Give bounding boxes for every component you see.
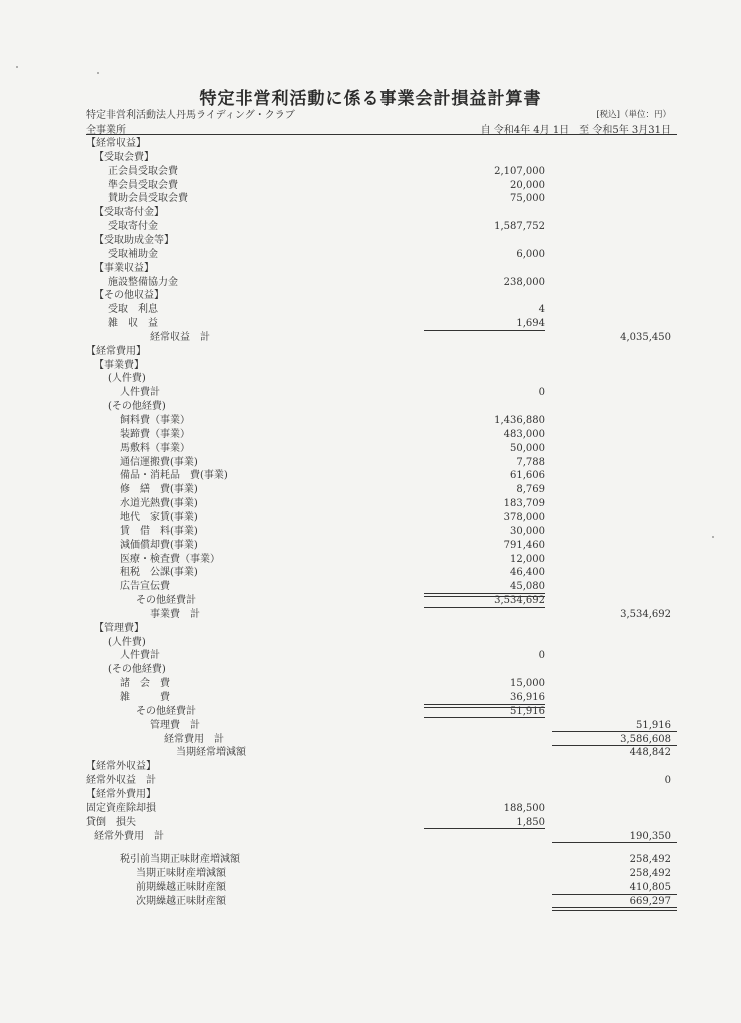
row-label: 次期繰越正味財産額: [136, 895, 226, 907]
row-amount: 0: [538, 650, 545, 662]
row-amount: 61,606: [510, 470, 545, 482]
row-label: 管理費 計: [150, 719, 200, 731]
scan-speck: [97, 72, 99, 74]
double-rule: [424, 593, 545, 597]
row-total: 448,842: [629, 747, 671, 759]
statement-row: [0, 553, 741, 566]
row-amount: 36,916: [510, 692, 545, 703]
row-total: 410,805: [629, 882, 671, 893]
row-amount: 7,788: [516, 456, 545, 468]
statement-row: [0, 881, 741, 894]
sum-rule: [424, 607, 545, 608]
statement-row: [0, 137, 741, 150]
statement-row: [0, 608, 741, 621]
statement-row: [0, 705, 741, 718]
row-label: 当期正味財産増減額: [136, 868, 226, 880]
row-label: (その他経費): [108, 401, 166, 413]
statement-title: 特定非営利活動に係る事業会計損益計算書: [199, 89, 542, 109]
statement-row: [0, 733, 741, 746]
statement-row: [0, 179, 741, 192]
sum-rule: [552, 894, 677, 895]
row-label: 受取 利息: [108, 304, 158, 316]
header-rule: [86, 134, 677, 135]
row-label: 【経常収益】: [86, 138, 146, 149]
row-label: 諸 会 費: [120, 678, 170, 690]
row-amount: 1,587,752: [494, 221, 545, 233]
statement-row: [0, 853, 741, 866]
statement-row: [0, 802, 741, 815]
organization-name: 特定非営利活動法人丹馬ライディング・クラブ: [86, 110, 295, 121]
row-amount: 238,000: [503, 276, 545, 288]
row-label: 雑 収 益: [108, 318, 158, 329]
row-total: 51,916: [636, 719, 671, 731]
row-label: その他経費計: [136, 705, 196, 717]
statement-row: [0, 580, 741, 593]
row-amount: 1,694: [516, 318, 545, 329]
statement-row: [0, 525, 741, 538]
statement-row: [0, 895, 741, 908]
statement-row: [0, 234, 741, 247]
row-total: 3,534,692: [620, 608, 671, 620]
row-label: 【事業収益】: [94, 262, 154, 274]
statement-row: [0, 830, 741, 843]
statement-row: [0, 400, 741, 413]
row-amount: 46,400: [510, 567, 545, 579]
statement-row: [0, 372, 741, 385]
row-amount: 45,080: [510, 581, 545, 593]
statement-row: [0, 774, 741, 787]
statement-row: [0, 442, 741, 455]
tax-unit-note: [税込]（単位：円）: [596, 110, 671, 120]
row-label: 人件費計: [120, 387, 160, 399]
scan-speck: [712, 536, 714, 538]
row-label: 備品・消耗品 費(事業): [120, 470, 228, 482]
statement-row: [0, 469, 741, 482]
row-label: その他経費計: [136, 595, 196, 606]
statement-row: [0, 386, 741, 399]
row-total: 0: [664, 775, 671, 787]
statement-row: [0, 649, 741, 662]
statement-row: [0, 677, 741, 690]
row-label: 経常外収益 計: [86, 775, 156, 787]
row-total: 258,492: [629, 868, 671, 880]
row-label: 準会員受取会費: [108, 179, 178, 191]
statement-row: [0, 788, 741, 801]
row-amount: 1,436,880: [494, 415, 545, 426]
row-label: 経常収益 計: [150, 331, 210, 343]
sum-rule: [552, 745, 677, 746]
statement-row: [0, 303, 741, 316]
row-total: 190,350: [629, 830, 671, 842]
row-label: (人件費): [108, 636, 146, 648]
row-amount: 20,000: [510, 179, 545, 191]
row-label: 当期経常増減額: [176, 747, 246, 759]
row-label: 【経常外収益】: [86, 761, 156, 773]
row-label: 飼料費（事業）: [120, 415, 190, 426]
row-label: 装蹄費（事業）: [120, 428, 190, 440]
statement-row: [0, 206, 741, 219]
row-label: (その他経費): [108, 664, 166, 676]
row-amount: 50,000: [510, 442, 545, 454]
row-label: 通信運搬費(事業): [120, 456, 198, 468]
row-amount: 51,916: [510, 705, 545, 717]
statement-row: [0, 248, 741, 261]
row-label: 馬敷料（事業）: [120, 442, 190, 454]
sum-rule: [552, 731, 677, 732]
row-amount: 483,000: [503, 428, 545, 440]
row-amount: 8,769: [516, 484, 545, 496]
row-amount: 6,000: [516, 248, 545, 260]
row-amount: 30,000: [510, 525, 545, 537]
row-label: 【経常費用】: [86, 345, 146, 357]
row-label: 雑 費: [120, 692, 170, 703]
row-label: 広告宣伝費: [120, 581, 170, 593]
row-amount: 3,534,692: [494, 595, 545, 606]
row-label: 固定資産除却損: [86, 802, 156, 814]
row-label: 正会員受取会費: [108, 165, 178, 177]
row-total: 669,297: [629, 895, 671, 907]
row-amount: 378,000: [503, 511, 545, 523]
row-amount: 15,000: [510, 678, 545, 690]
row-amount: 791,460: [503, 539, 545, 551]
statement-row: [0, 317, 741, 330]
row-label: 【受取助成金等】: [94, 234, 174, 246]
double-rule: [552, 907, 677, 911]
row-label: 経常外費用 計: [94, 830, 164, 842]
statement-row: [0, 165, 741, 178]
scope-label: 全事業所: [86, 125, 126, 136]
statement-row: [0, 414, 741, 427]
statement-row: [0, 331, 741, 344]
statement-row: [0, 760, 741, 773]
row-label: 租税 公課(事業): [120, 567, 198, 579]
row-amount: 12,000: [510, 553, 545, 565]
row-amount: 4: [538, 304, 545, 316]
row-label: 【受取寄付金】: [94, 207, 164, 219]
statement-row: [0, 359, 741, 372]
row-label: 人件費計: [120, 650, 160, 662]
row-label: 【その他収益】: [94, 290, 164, 302]
statement-row: [0, 151, 741, 164]
sum-rule: [424, 330, 545, 331]
row-label: 事業費 計: [150, 608, 200, 620]
row-amount: 0: [538, 387, 545, 399]
row-total: 258,492: [629, 854, 671, 866]
row-label: 減価償却費(事業): [120, 539, 198, 551]
row-label: 経常費用 計: [164, 733, 224, 745]
statement-row: [0, 663, 741, 676]
sum-rule: [424, 828, 545, 829]
row-label: 受取補助金: [108, 248, 158, 260]
row-total: 3,586,608: [620, 733, 671, 745]
statement-row: [0, 511, 741, 524]
double-rule: [424, 704, 545, 708]
row-label: 受取寄付金: [108, 221, 158, 233]
row-amount: 2,107,000: [494, 165, 545, 177]
statement-row: [0, 497, 741, 510]
row-amount: 183,709: [503, 498, 545, 510]
statement-row: [0, 192, 741, 205]
sum-rule: [424, 717, 545, 718]
row-total: 4,035,450: [620, 331, 671, 343]
row-amount: 75,000: [510, 193, 545, 205]
statement-row: [0, 867, 741, 880]
statement-row: [0, 345, 741, 358]
row-label: 医療・検査費（事業）: [120, 553, 220, 565]
row-label: 賃 借 料(事業): [120, 525, 198, 537]
row-label: 地代 家賃(事業): [120, 511, 198, 523]
row-amount: 1,850: [516, 816, 545, 828]
row-amount: 188,500: [503, 802, 545, 814]
scan-speck: [16, 66, 18, 68]
row-label: 前期繰越正味財産額: [136, 882, 226, 893]
statement-row: [0, 276, 741, 289]
statement-row: [0, 456, 741, 469]
statement-row: [0, 483, 741, 496]
statement-row: [0, 262, 741, 275]
row-label: 税引前当期正味財産増減額: [120, 854, 240, 866]
statement-row: [0, 594, 741, 607]
statement-row: [0, 289, 741, 302]
statement-row: [0, 746, 741, 759]
row-label: 【受取会費】: [94, 151, 154, 163]
row-label: 【経常外費用】: [86, 788, 156, 800]
row-label: 施設整備協力金: [108, 276, 178, 288]
sum-rule: [552, 842, 677, 843]
statement-row: [0, 220, 741, 233]
fiscal-period: 自 令和4年 4月 1日 至 令和5年 3月31日: [480, 125, 671, 136]
row-label: 修 繕 費(事業): [120, 484, 198, 496]
row-label: 水道光熱費(事業): [120, 498, 198, 510]
row-label: 【管理費】: [94, 622, 144, 634]
row-label: (人件費): [108, 373, 146, 385]
statement-row: [0, 719, 741, 732]
statement-row: [0, 691, 741, 704]
row-label: 賛助会員受取会費: [108, 193, 188, 205]
row-label: 【事業費】: [94, 359, 144, 371]
statement-row: [0, 539, 741, 552]
statement-row: [0, 622, 741, 635]
statement-row: [0, 816, 741, 829]
statement-row: [0, 428, 741, 441]
statement-row: [0, 566, 741, 579]
row-label: 貸倒 損失: [86, 816, 136, 828]
statement-row: [0, 636, 741, 649]
